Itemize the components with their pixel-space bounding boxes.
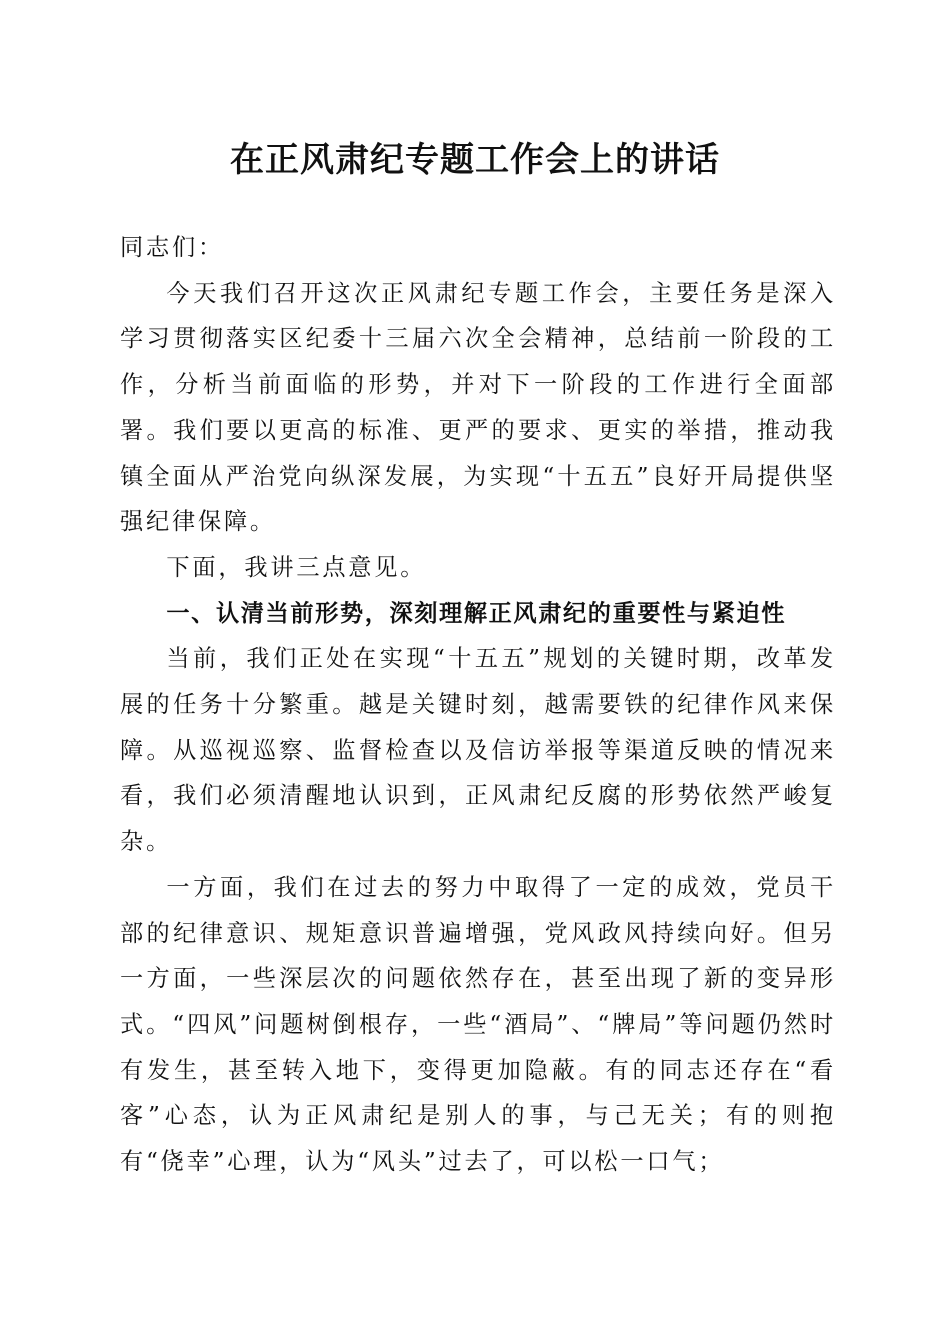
paragraph-on-one-hand: 一方面，我们在过去的努力中取得了一定的成效，党员干部的纪律意识、规矩意识普遍增强，党风政风持续向好。但另一方面，一些深层次的问题依然存在，甚至出现了新的变异形式。“四风”问题树倒根存，一些“酒局”、“牌局”等问题仍然时有发生，甚至转入地下，变得更加隐蔽。有的同志还存在“看客”心态，认为正风肃纪是别人的事，与己无关；有的则抱有“侥幸”心理，认为“风头”过去了，可以松一口气； [120, 873, 836, 1176]
paragraph-three-points: 下面，我讲三点意见。 [166, 553, 427, 581]
document-title: 在正风肃纪专题工作会上的讲话 [230, 140, 720, 180]
paragraph-current-situation: 当前，我们正处在实现“十五五”规划的关键时期，改革发展的任务十分繁重。越是关键时刻，越需要铁的纪律作风来保障。从巡视巡察、监督检查以及信访举报等渠道反映的情况来看，我们必须清醒地认识到，正风肃纪反腐的形势依然严峻复杂。 [120, 645, 836, 856]
paragraph-opening: 今天我们召开这次正风肃纪专题工作会，主要任务是深入学习贯彻落实区纪委十三届六次全会精神，总结前一阶段的工作，分析当前面临的形势，并对下一阶段的工作进行全面部署。我们要以更高的标准、更严的要求、更实的举措，推动我镇全面从严治党向纵深发展，为实现“十五五”良好开局提供坚强纪律保障。 [120, 279, 836, 536]
salutation: 同志们： [120, 234, 224, 261]
section-heading-1: 一、认清当前形势，深刻理解正风肃纪的重要性与紧迫性 [166, 599, 787, 627]
document-body [120, 225, 836, 1185]
